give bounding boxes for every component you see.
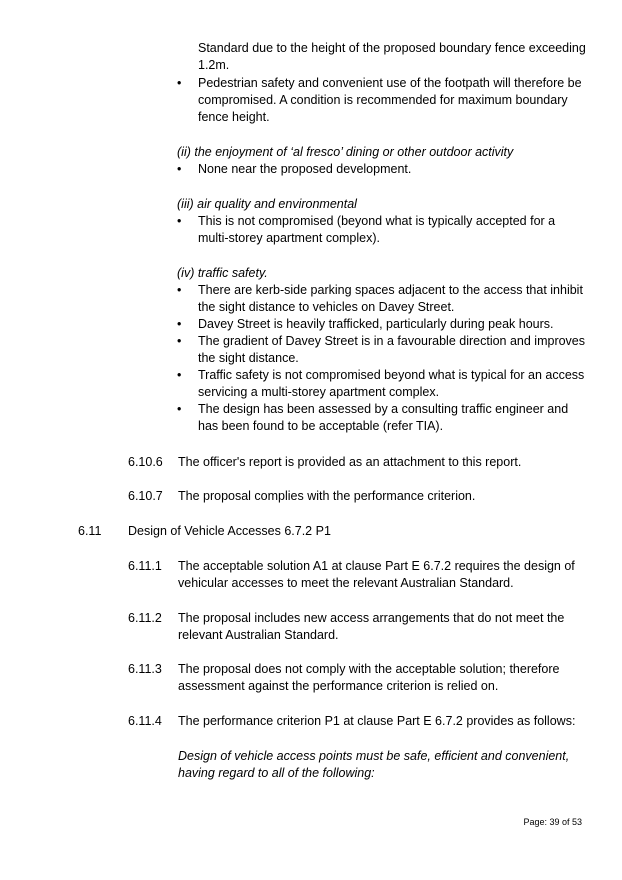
paragraph-6-11-1-text: The acceptable solution A1 at clause Part E 6.7.2 requires the design of bbox=[178, 559, 575, 573]
bullet-icon: • bbox=[177, 214, 182, 228]
quoted-criterion: Design of vehicle access points must be safe, efficient and convenient, bbox=[178, 749, 570, 763]
paragraph-6-11-4-text: The performance criterion P1 at clause Part E 6.7.2 provides as follows: bbox=[178, 714, 576, 728]
bullet-text: This is not compromised (beyond what is typically accepted for a bbox=[198, 214, 556, 228]
bullet-text: has been found to be acceptable (refer TIA). bbox=[198, 419, 444, 433]
paragraph-6-10-7-text: The proposal complies with the performance criterion. bbox=[178, 489, 476, 503]
bullet-text: Traffic safety is not compromised beyond what is typical for an access bbox=[198, 368, 585, 382]
paragraph-number-6-11-1: 6.11.1 bbox=[128, 559, 162, 573]
bullet-text: Davey Street is heavily trafficked, particularly during peak hours. bbox=[198, 317, 554, 331]
paragraph-number-6-11-4: 6.11.4 bbox=[128, 714, 162, 728]
paragraph-6-11-2-text: relevant Australian Standard. bbox=[178, 628, 339, 642]
subheading-iv: (iv) traffic safety. bbox=[177, 266, 268, 280]
bullet-text: multi-storey apartment complex). bbox=[198, 231, 381, 245]
paragraph-number-6-11-3: 6.11.3 bbox=[128, 662, 162, 676]
bullet-icon: • bbox=[177, 317, 182, 331]
subheading-ii: (ii) the enjoyment of ‘al fresco’ dining or other outdoor activity bbox=[177, 145, 514, 159]
bullet-text: fence height. bbox=[198, 110, 270, 124]
paragraph-6-11-2-text: The proposal includes new access arrangements that do not meet the bbox=[178, 611, 565, 625]
bullet-text: servicing a multi-storey apartment complex. bbox=[198, 385, 440, 399]
bullet-icon: • bbox=[177, 334, 182, 348]
bullet-icon: • bbox=[177, 76, 182, 90]
paragraph-6-11-1-text: vehicular accesses to meet the relevant Australian Standard. bbox=[178, 576, 514, 590]
bullet-text: the sight distance. bbox=[198, 351, 299, 365]
continuation-line-1: Standard due to the height of the proposed boundary fence exceeding bbox=[198, 41, 586, 55]
paragraph-number-6-11-2: 6.11.2 bbox=[128, 611, 162, 625]
bullet-text: the sight distance to vehicles on Davey Street. bbox=[198, 300, 455, 314]
bullet-text: The design has been assessed by a consulting traffic engineer and bbox=[198, 402, 569, 416]
bullet-icon: • bbox=[177, 162, 182, 176]
quoted-criterion: having regard to all of the following: bbox=[178, 766, 375, 780]
paragraph-6-11-3-text: assessment against the performance criterion is relied on. bbox=[178, 679, 499, 693]
bullet-icon: • bbox=[177, 402, 182, 416]
bullet-text: None near the proposed development. bbox=[198, 162, 412, 176]
page-number-footer: Page: 39 of 53 bbox=[523, 817, 582, 827]
section-number-6-11: 6.11 bbox=[78, 524, 102, 538]
subheading-iii: (iii) air quality and environmental bbox=[177, 197, 357, 211]
paragraph-number-6-10-6: 6.10.6 bbox=[128, 455, 163, 469]
paragraph-6-11-3-text: The proposal does not comply with the acceptable solution; therefore bbox=[178, 662, 560, 676]
bullet-icon: • bbox=[177, 283, 182, 297]
paragraph-6-10-6-text: The officer's report is provided as an attachment to this report. bbox=[178, 455, 522, 469]
bullet-text: There are kerb-side parking spaces adjacent to the access that inhibit bbox=[198, 283, 583, 297]
bullet-icon: • bbox=[177, 368, 182, 382]
bullet-text: The gradient of Davey Street is in a favourable direction and improves bbox=[198, 334, 586, 348]
bullet-text: compromised. A condition is recommended for maximum boundary bbox=[198, 93, 568, 107]
continuation-line-2: 1.2m. bbox=[198, 58, 230, 72]
paragraph-number-6-10-7: 6.10.7 bbox=[128, 489, 163, 503]
bullet-text: Pedestrian safety and convenient use of the footpath will therefore be bbox=[198, 76, 582, 90]
section-title-6-11: Design of Vehicle Accesses 6.7.2 P1 bbox=[128, 524, 331, 538]
